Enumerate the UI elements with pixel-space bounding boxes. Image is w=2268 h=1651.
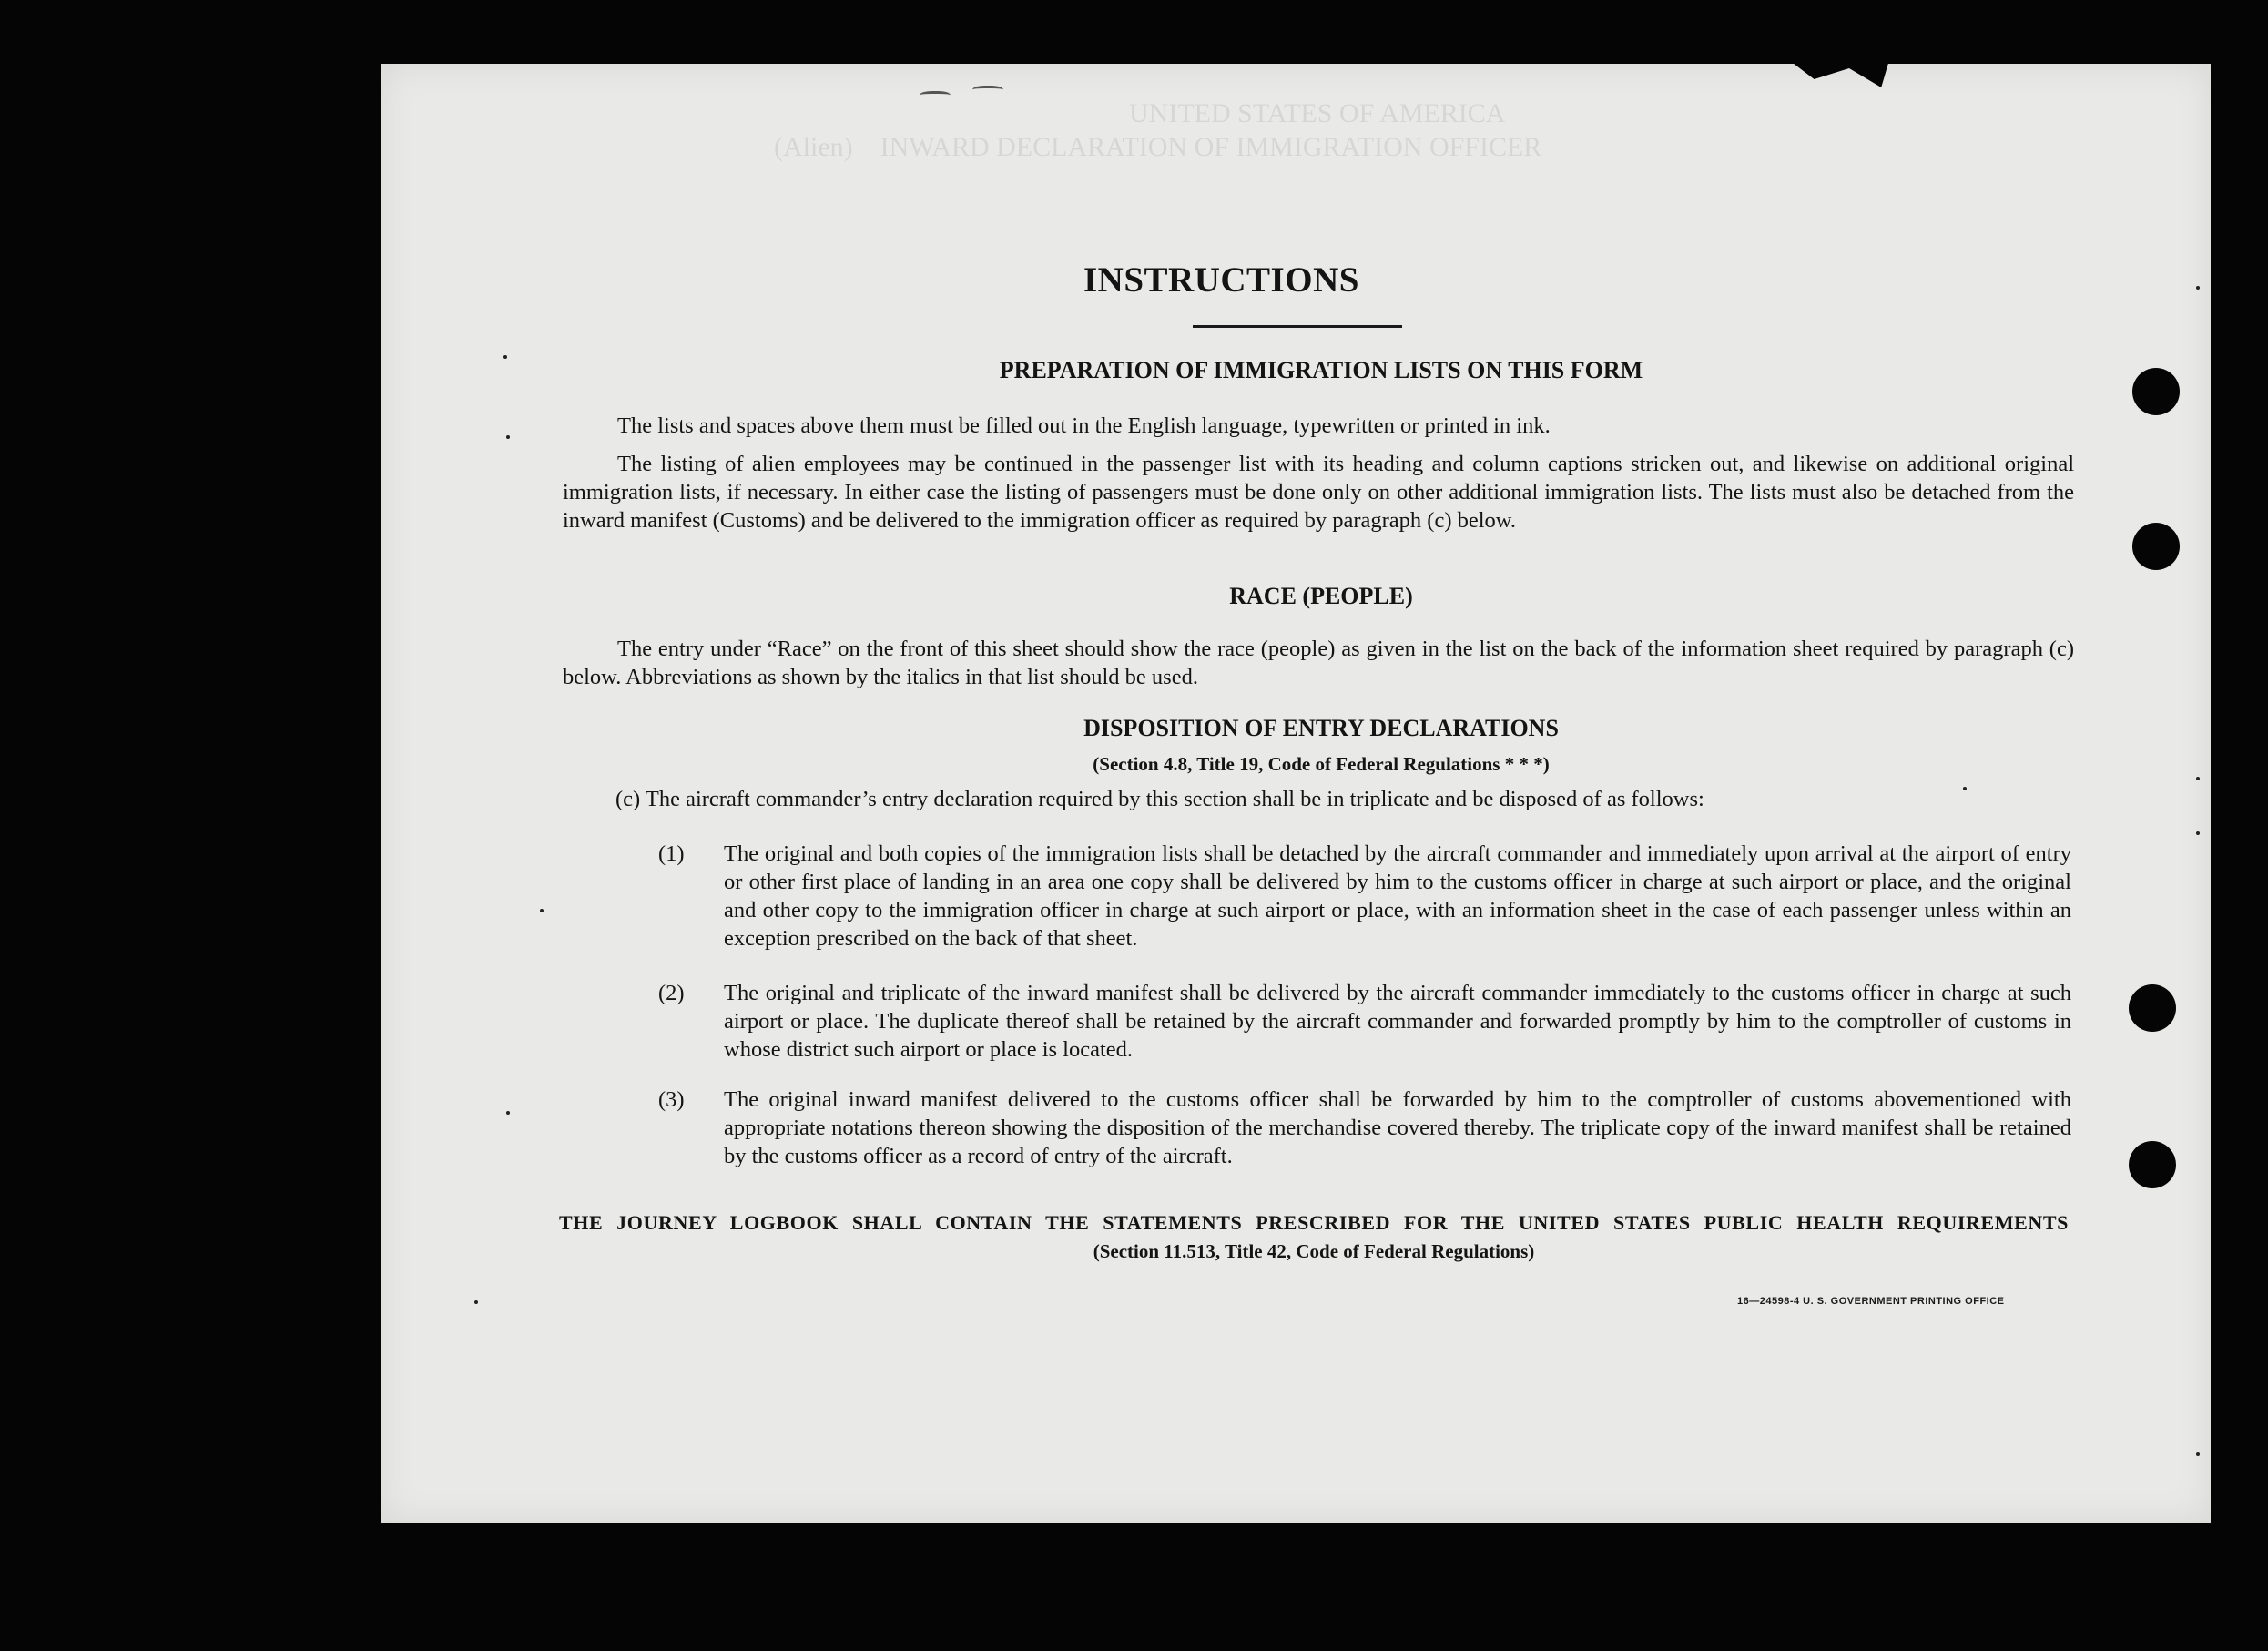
print-office-imprint: 16—24598-4 U. S. GOVERNMENT PRINTING OFFICE — [1737, 1296, 2005, 1307]
title-underline — [1193, 325, 1402, 328]
page-title: INSTRUCTIONS — [1083, 260, 1359, 300]
list-item-text: The original inward manifest delivered to the customs officer shall be forwarded by him to the comptroller of customs abovementioned with appropriate notations thereon showing the disposition of the merchandise covered thereby. The triplicate copy of the inward manifest shall be retained by the customs officer as a record of entry of the aircraft. — [724, 1087, 2071, 1168]
paragraph: The lists and spaces above them must be filled out in the English language, typewritten or printed in ink. — [617, 413, 1551, 438]
list-item-number: (3) — [658, 1087, 685, 1112]
speck — [540, 909, 544, 912]
paragraph-c: (c) The aircraft commander’s entry declaration required by this section shall be in triplicate and be disposed of as follows: — [615, 787, 1704, 811]
list-item-text: The original and triplicate of the inward manifest shall be delivered by the aircraft commander immediately to the customs officer in charge at such airport or place. The duplicate thereof shall be retained by the aircraft commander and forwarded promptly by him to the comptroller of customs in whose district such airport or place is located. — [724, 981, 2071, 1062]
speck — [2196, 831, 2200, 835]
paragraph: The entry under “Race” on the front of this sheet should show the race (people) as given in the list on the back of the information sheet required by paragraph (c) below. Abbreviations as shown by the italics in that list should be used. — [563, 637, 2074, 689]
speck — [506, 1111, 510, 1115]
binder-hole — [2129, 984, 2176, 1032]
list-item — [658, 979, 2071, 1064]
section-heading-preparation: PREPARATION OF IMMIGRATION LISTS ON THIS FORM — [999, 357, 1643, 383]
section-heading-disposition: DISPOSITION OF ENTRY DECLARATIONS — [1083, 715, 1559, 741]
speck — [2196, 1452, 2200, 1456]
bleed-through-text: UNITED STATES OF AMERICA — [1129, 98, 1506, 128]
speck — [2196, 777, 2200, 780]
speck — [1963, 787, 1967, 790]
list-item-number: (1) — [658, 841, 685, 866]
footer-heading: THE JOURNEY LOGBOOK SHALL CONTAIN THE STATEMENTS PRESCRIBED FOR THE UNITED STATES PUBLIC HEALTH REQUIREMENTS — [559, 1211, 2069, 1234]
paragraph: The listing of alien employees may be continued in the passenger list with its heading and column captions stricken out, and likewise on additional original immigration lists, if necessary. In either case the listing of passengers must be done only on other additional immigration lists. The lists must also be detached from the inward manifest (Customs) and be delivered to the immigration officer as required by paragraph (c) below. — [563, 452, 2074, 533]
list-item — [658, 1085, 2071, 1170]
staple-mark — [972, 86, 1003, 96]
bleed-through-text — [901, 323, 909, 354]
binder-hole — [2132, 368, 2180, 415]
section-citation: (Section 4.8, Title 19, Code of Federal Regulations * * *) — [1093, 753, 1550, 775]
staple-mark — [920, 91, 951, 101]
list-item — [658, 840, 2071, 953]
speck — [503, 355, 507, 359]
footer-citation: (Section 11.513, Title 42, Code of Federal Regulations) — [1093, 1240, 1535, 1262]
speck — [2196, 286, 2200, 290]
speck — [506, 435, 510, 439]
binder-hole — [2129, 1141, 2176, 1188]
binder-hole — [2132, 523, 2180, 570]
bleed-through-text: (Alien) INWARD DECLARATION OF IMMIGRATION OFFICER — [774, 132, 1542, 162]
list-item-number: (2) — [658, 981, 685, 1005]
list-item-text: The original and both copies of the immigration lists shall be detached by the aircraft commander and immediately upon arrival at the airport of entry or other first place of landing in an area one copy shall be delivered by him to the customs officer in charge at such airport or place, and the original and other copy to the immigration officer in charge at such airport or place, with an information sheet in the case of each passenger unless within an exception prescribed on the back of that sheet. — [724, 841, 2071, 951]
signature-bleed-through — [710, 1412, 1256, 1484]
speck — [474, 1300, 478, 1304]
section-heading-race: RACE (PEOPLE) — [1229, 583, 1413, 609]
